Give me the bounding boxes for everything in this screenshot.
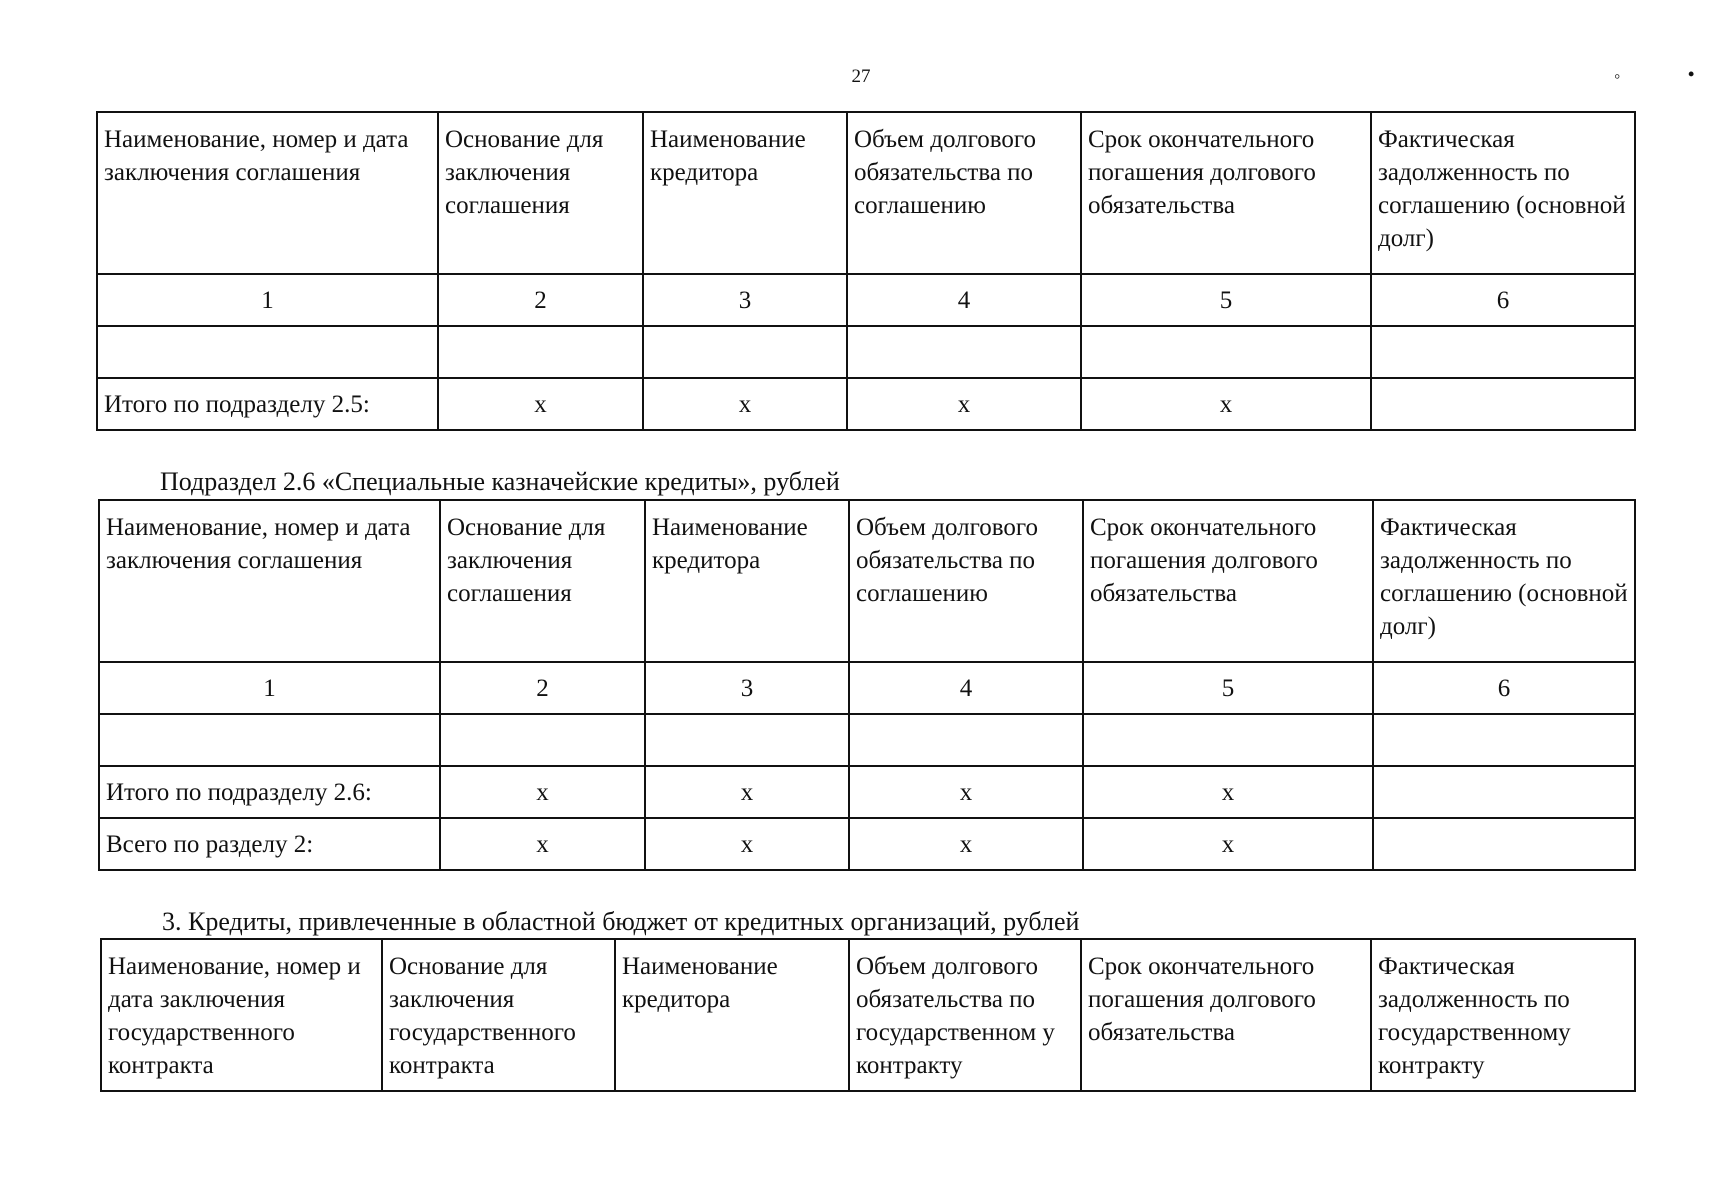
header-cell: Срок окончательного погашения долгового обязательства xyxy=(1083,500,1373,662)
empty-row xyxy=(97,326,1635,378)
total-cell: x xyxy=(643,378,847,430)
header-cell: Основание для заключения соглашения xyxy=(438,112,643,274)
empty-cell xyxy=(97,326,438,378)
subsection-2-5-table xyxy=(96,111,1636,431)
empty-cell xyxy=(645,714,849,766)
header-cell: Основание для заключения соглашения xyxy=(440,500,645,662)
empty-cell xyxy=(438,326,643,378)
grand-total-cell xyxy=(1373,818,1635,870)
column-number: 2 xyxy=(440,662,645,714)
section-3-table xyxy=(100,938,1636,1092)
total-cell: x xyxy=(1081,378,1371,430)
header-cell: Наименование кредитора xyxy=(615,939,849,1091)
column-number-row xyxy=(99,662,1635,714)
grand-total-cell: x xyxy=(645,818,849,870)
header-cell: Объем долгового обязательства по соглашению xyxy=(849,500,1083,662)
grand-total-cell: x xyxy=(849,818,1083,870)
empty-cell xyxy=(440,714,645,766)
page-number: 27 xyxy=(851,66,871,87)
header-cell: Объем долгового обязательства по соглашению xyxy=(847,112,1081,274)
total-cell: x xyxy=(440,766,645,818)
column-number: 4 xyxy=(847,274,1081,326)
column-number: 5 xyxy=(1081,274,1371,326)
empty-cell xyxy=(849,714,1083,766)
column-number-row xyxy=(97,274,1635,326)
total-cell: x xyxy=(847,378,1081,430)
column-number: 6 xyxy=(1373,662,1635,714)
empty-cell xyxy=(847,326,1081,378)
column-number: 3 xyxy=(645,662,849,714)
table-header-row xyxy=(99,500,1635,662)
empty-cell xyxy=(1371,326,1635,378)
empty-cell xyxy=(1083,714,1373,766)
subsection-2-6-caption: Подраздел 2.6 «Специальные казначейские кредиты», рублей xyxy=(160,467,840,496)
header-cell: Наименование, номер и дата заключения государственного контракта xyxy=(101,939,382,1091)
empty-row xyxy=(99,714,1635,766)
empty-cell xyxy=(1373,714,1635,766)
header-cell: Фактическая задолженность по государственному контракту xyxy=(1371,939,1635,1091)
total-cell xyxy=(1373,766,1635,818)
total-row xyxy=(97,378,1635,430)
total-cell: x xyxy=(438,378,643,430)
column-number: 3 xyxy=(643,274,847,326)
column-number: 6 xyxy=(1371,274,1635,326)
header-cell: Фактическая задолженность по соглашению (основной долг) xyxy=(1371,112,1635,274)
total-cell xyxy=(1371,378,1635,430)
empty-cell xyxy=(643,326,847,378)
grand-total-cell: x xyxy=(440,818,645,870)
header-cell: Срок окончательного погашения долгового обязательства xyxy=(1081,112,1371,274)
empty-cell xyxy=(1081,326,1371,378)
column-number: 2 xyxy=(438,274,643,326)
header-cell: Наименование, номер и дата заключения соглашения xyxy=(97,112,438,274)
corner-mark: ◦ xyxy=(1614,66,1621,86)
header-cell: Фактическая задолженность по соглашению (основной долг) xyxy=(1373,500,1635,662)
column-number: 4 xyxy=(849,662,1083,714)
header-cell: Срок окончательного погашения долгового обязательства xyxy=(1081,939,1371,1091)
column-number: 5 xyxy=(1083,662,1373,714)
header-cell: Наименование, номер и дата заключения соглашения xyxy=(99,500,440,662)
header-cell: Основание для заключения государственного контракта xyxy=(382,939,615,1091)
grand-total-label: Всего по разделу 2: xyxy=(99,818,440,870)
table-header-row xyxy=(97,112,1635,274)
total-row xyxy=(99,766,1635,818)
table-header-row xyxy=(101,939,1635,1091)
total-cell: x xyxy=(1083,766,1373,818)
header-cell: Объем долгового обязательства по государственном у контракту xyxy=(849,939,1081,1091)
empty-cell xyxy=(99,714,440,766)
subsection-2-6-table xyxy=(98,499,1636,871)
corner-mark: • xyxy=(1688,64,1695,84)
grand-total-row xyxy=(99,818,1635,870)
header-cell: Наименование кредитора xyxy=(643,112,847,274)
grand-total-cell: x xyxy=(1083,818,1373,870)
column-number: 1 xyxy=(99,662,440,714)
column-number: 1 xyxy=(97,274,438,326)
total-cell: x xyxy=(849,766,1083,818)
total-label: Итого по подразделу 2.6: xyxy=(99,766,440,818)
total-cell: x xyxy=(645,766,849,818)
section-3-caption: 3. Кредиты, привлеченные в областной бюджет от кредитных организаций, рублей xyxy=(162,907,1080,936)
total-label: Итого по подразделу 2.5: xyxy=(97,378,438,430)
header-cell: Наименование кредитора xyxy=(645,500,849,662)
